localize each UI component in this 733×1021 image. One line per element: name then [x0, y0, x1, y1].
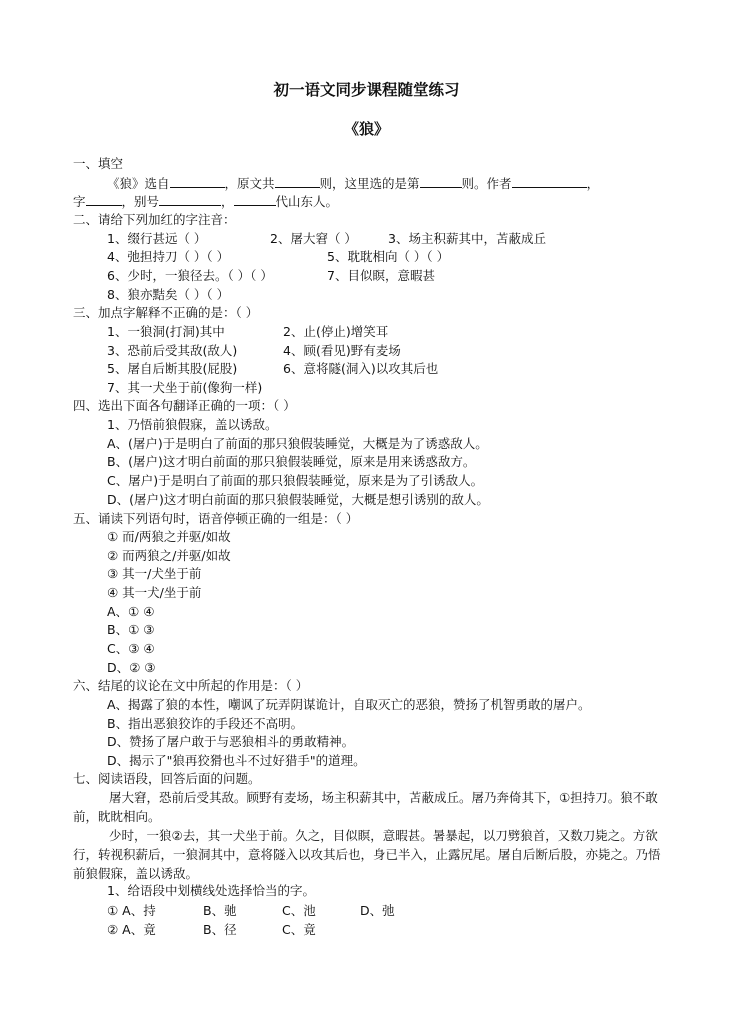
page-subtitle: 《狼》 — [343, 120, 389, 138]
s5-option-a: A、① ④ — [107, 604, 155, 619]
section-5-heading: 五、诵读下列语句时，语音停顿正确的一组是：（ ） — [73, 511, 359, 526]
s5-item-1: ① 而/两狼之并驱/如故 — [107, 529, 231, 544]
s5-option-b: B、① ③ — [107, 622, 155, 637]
s2-item-6: 6、少时，一狼径去。（ ）（ ） — [107, 268, 273, 283]
s3-item-2: 2、止(停止)增笑耳 — [283, 324, 389, 339]
s2-item-7: 7、目似瞑，意暇甚 — [327, 268, 435, 283]
s4-question: 1、乃悟前狼假寐，盖以诱敌。 — [107, 417, 278, 432]
page-title: 初一语文同步课程随堂练习 — [273, 81, 460, 99]
s6-option-b: B、指出恶狼狡诈的手段还不高明。 — [107, 716, 304, 731]
s3-item-3: 3、恐前后受其敌(敌人) — [107, 343, 238, 358]
s5-option-c: C、③ ④ — [107, 641, 155, 656]
s2-item-8: 8、狼亦黠矣（ ）（ ） — [107, 287, 230, 302]
section-7-heading: 七、阅读语段，回答后面的问题。 — [73, 771, 261, 786]
s3-item-5: 5、屠自后断其股(屁股) — [107, 361, 238, 376]
passage-paragraph-2: 少时，一狼②去，其一犬坐于前。久之，目似瞑，意暇甚。暑暴起，以刀劈狼首，又数刀毙之。方欲行，转视积薪后，一狼洞其中，意将隧入以攻其后也，身已半入，止露尻尾。屠自后断后股，亦毙之。乃悟前狼假寐，盖以诱敌。 — [73, 828, 661, 881]
s4-option-d: D、(屠户)这才明白前面的那只狼假装睡觉，大概是想引诱别的敌人。 — [107, 492, 489, 507]
s7-q1-option-2a: ② A、竟 — [107, 922, 156, 937]
s2-item-4: 4、弛担持刀（ ）（ ） — [107, 249, 230, 264]
s7-q1-option-1a: ① A、持 — [107, 903, 156, 918]
s6-option-d: D、揭示了"狼再狡猾也斗不过好猎手"的道理。 — [107, 753, 366, 768]
section-1-heading: 一、填空 — [73, 156, 124, 171]
s7-question-1: 1、给语段中划横线处选择恰当的字。 — [107, 883, 315, 898]
s7-q1-option-1d: D、弛 — [360, 903, 395, 918]
s6-option-c: D、赞扬了屠户敢于与恶狼相斗的勇敢精神。 — [107, 734, 355, 749]
passage-paragraph-1: 屠大窘，恐前后受其敌。顾野有麦场，场主积薪其中，苫蔽成丘。屠乃奔倚其下，①担持刀。狼不敢前，眈眈相向。 — [73, 790, 658, 824]
fill-line-2: 字 ，别号 ， 代山东人。 — [73, 194, 339, 209]
s7-q1-option-1b: B、驰 — [203, 903, 237, 918]
s5-item-4: ④ 其一犬/坐于前 — [107, 585, 202, 600]
s4-option-c: C、屠户)于是明白了前面的那只狼假装睡觉，原来是为了引诱敌人。 — [107, 473, 484, 488]
section-3-heading: 三、加点字解释不正确的是：（ ） — [73, 305, 259, 320]
s7-q1-option-1c: C、池 — [282, 903, 316, 918]
s4-option-a: A、(屠户)于是明白了前面的那只狼假装睡觉，大概是为了诱惑敌人。 — [107, 436, 488, 451]
s2-item-1: 1、缀行甚远（ ） — [107, 231, 207, 246]
s7-q1-option-2c: C、竟 — [282, 922, 316, 937]
s2-item-3: 3、场主积薪其中，苫蔽成丘 — [388, 231, 546, 246]
section-6-heading: 六、结尾的议论在文中所起的作用是：（ ） — [73, 678, 309, 693]
s3-item-1: 1、一狼洞(打洞)其中 — [107, 324, 225, 339]
s3-item-7: 7、其一犬坐于前(像狗一样) — [107, 380, 263, 395]
s3-item-4: 4、顾(看见)野有麦场 — [283, 343, 401, 358]
s5-item-2: ② 而两狼之/并驱/如故 — [107, 548, 231, 563]
section-2-heading: 二、请给下列加红的字注音： — [73, 212, 236, 227]
s5-item-3: ③ 其一/犬坐于前 — [107, 566, 202, 581]
s6-option-a: A、揭露了狼的本性，嘲讽了玩弄阴谋诡计，自取灭亡的恶狼，赞扬了机智勇敢的屠户。 — [107, 697, 591, 712]
s5-option-d: D、② ③ — [107, 660, 156, 675]
fill-line-1: 《狼》选自 ，原文共 则，这里选的是第 则。作者 ， — [107, 176, 600, 191]
s3-item-6: 6、意将隧(洞入)以攻其后也 — [283, 361, 439, 376]
section-4-heading: 四、选出下面各句翻译正确的一项：（ ） — [73, 398, 296, 413]
s2-item-5: 5、耽耽相向（ ）（ ） — [327, 249, 450, 264]
s4-option-b: B、(屠户)这才明白前面的那只狼假装睡觉，原来是用来诱惑敌方。 — [107, 454, 476, 469]
s2-item-2: 2、屠大窘（ ） — [270, 231, 357, 246]
s7-q1-option-2b: B、径 — [203, 922, 237, 937]
